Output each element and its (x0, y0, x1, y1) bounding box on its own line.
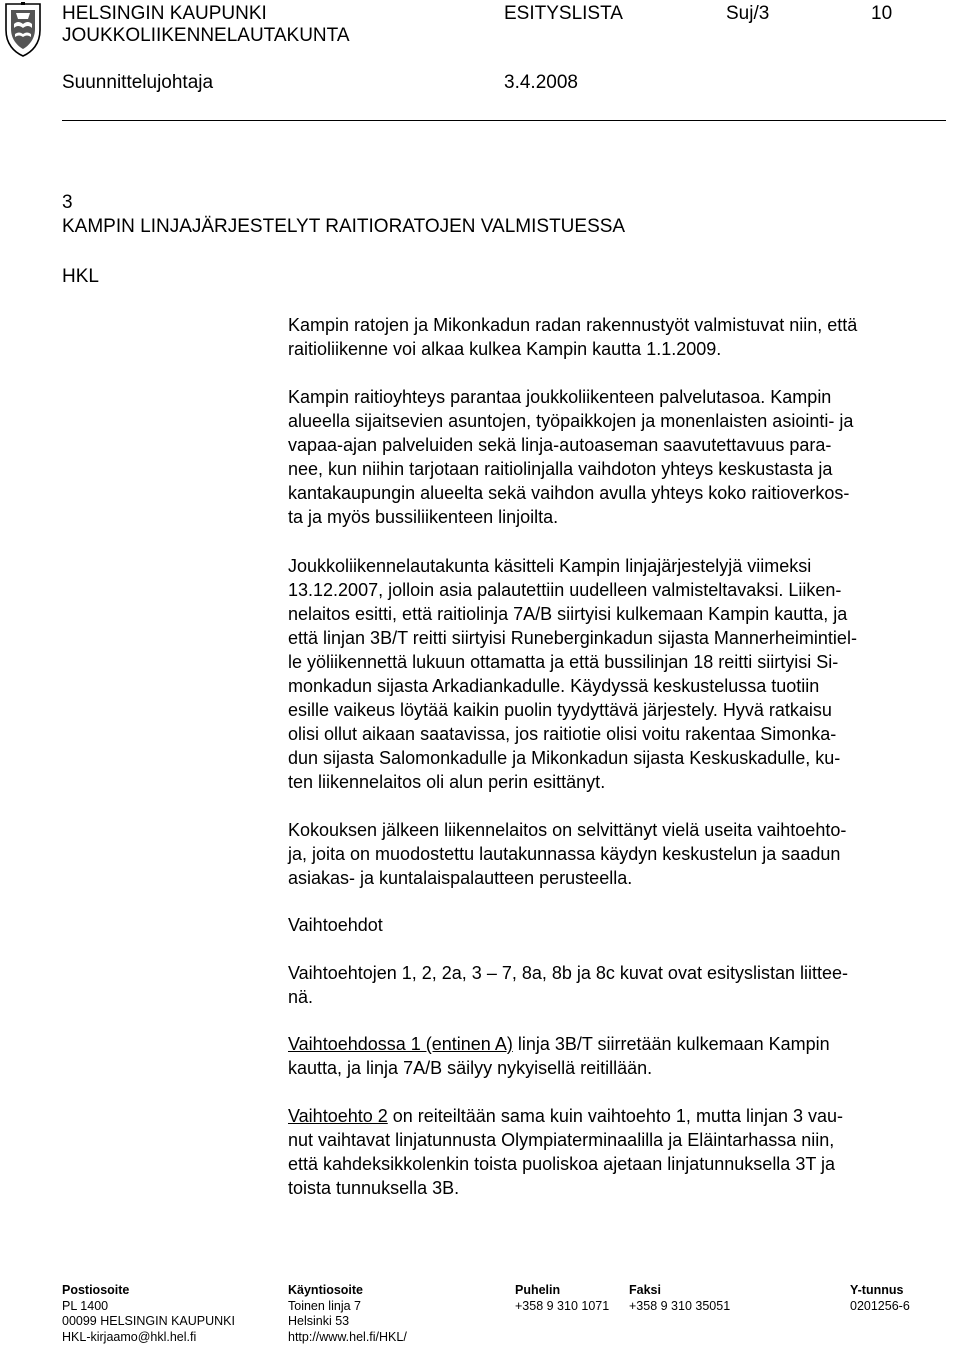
department: HKL (62, 266, 99, 287)
footer-line: 00099 HELSINGIN KAUPUNKI (62, 1314, 235, 1328)
footer-postal-address (62, 1283, 235, 1345)
footer-website: http://www.hel.fi/HKL/ (288, 1329, 407, 1344)
paragraph-line: ta ja myös bussiliikenteen linjoilta. (288, 507, 559, 527)
footer-business-id (850, 1283, 910, 1314)
helsinki-coat-of-arms-logo (0, 0, 46, 58)
paragraph-line: alueella sijaitsevien asuntojen, työpaikkojen ja monenlaisten asiointi- ja (288, 411, 854, 431)
paragraph-line: dun sijasta Salomonkadulle ja Mikonkadun sijasta Keskuskadulle, ku- (288, 748, 841, 768)
paragraph-line: että kahdeksikkolenkin toista puoliskoa ajetaan linjatunnuksella 3T ja (288, 1154, 836, 1174)
paragraph-line: Kampin ratojen ja Mikonkadun radan rakennustyöt valmistuvat niin, että (288, 315, 858, 335)
paragraph-2 (288, 385, 938, 529)
paragraph-line: olisi ollut aikaan saatavissa, jos raitiotie olisi voitu rakentaa Simonka- (288, 724, 837, 744)
paragraph-line: Joukkoliikennelautakunta käsitteli Kampin linjajärjestelyjä viimeksi (288, 556, 812, 576)
paragraph-5 (288, 961, 938, 1009)
document-reference: Suj/3 (726, 3, 770, 24)
paragraph-line: esille vaikeus löytää kaikin puolin tyydyttävä järjestely. Hyvä ratkaisu (288, 700, 832, 720)
committee-name: JOUKKOLIIKENNELAUTAKUNTA (62, 25, 350, 46)
footer-visiting-address (288, 1283, 407, 1345)
paragraph-line: että linjan 3B/T reitti siirtyisi Runeberginkadun sijasta Mannerheimintiel- (288, 628, 857, 648)
paragraph-line: 13.12.2007, jolloin asia palautettiin uudelleen valmisteltavaksi. Liiken- (288, 580, 842, 600)
document-date: 3.4.2008 (504, 72, 578, 93)
paragraph-line: Kokouksen jälkeen liikennelaitos on selvittänyt vielä useita vaihtoehto- (288, 820, 847, 840)
document-type: ESITYSLISTA (504, 3, 623, 24)
paragraph-line: ja, joita on muodostettu lautakunnassa käydyn keskustelun ja saadun (288, 844, 841, 864)
footer-email: HKL-kirjaamo@hkl.hel.fi (62, 1329, 197, 1344)
footer-label: Käyntiosoite (288, 1283, 364, 1297)
paragraph-line: asiakas- ja kuntalaispalautteen perusteella. (288, 868, 633, 888)
footer-line: PL 1400 (62, 1298, 109, 1313)
footer-phone (515, 1283, 609, 1314)
footer-label: Y-tunnus (850, 1283, 904, 1297)
paragraph-3 (288, 554, 938, 794)
footer-line: Toinen linja 7 (288, 1298, 361, 1313)
paragraph-line: Kampin raitioyhteys parantaa joukkoliikenteen palvelutasoa. Kampin (288, 387, 832, 407)
paragraph-line: kantakaupungin alueelta sekä vaihdon avulla yhteys koko raitioverkos- (288, 483, 850, 503)
paragraph-line: on reiteiltään sama kuin vaihtoehto 1, mutta linjan 3 vau- (387, 1106, 844, 1126)
paragraph-line: nä. (288, 987, 314, 1007)
business-id: 0201256-6 (850, 1298, 910, 1313)
option-2-title: Vaihtoehto 2 (288, 1106, 388, 1126)
paragraph-line: kautta, ja linja 7A/B säilyy nykyisellä reitillään. (288, 1058, 653, 1078)
phone-number: +358 9 310 1071 (515, 1298, 610, 1313)
footer-line: Helsinki 53 (288, 1314, 350, 1328)
paragraph-line: nee, kun niihin tarjotaan raitiolinjalla vaihdoton yhteys keskustasta ja (288, 459, 833, 479)
paragraph-line: nut vaihtavat linjatunnusta Olympiaterminaalilla ja Eläintarhassa niin, (288, 1130, 835, 1150)
org-name: HELSINGIN KAUPUNKI (62, 3, 267, 24)
option-1-title: Vaihtoehdossa 1 (entinen A) (288, 1034, 513, 1054)
paragraph-line: monkadun sijasta Arkadiankadulle. Käydyssä keskustelussa tuotiin (288, 676, 820, 696)
item-title: KAMPIN LINJAJÄRJESTELYT RAITIORATOJEN VALMISTUESSA (62, 216, 626, 237)
paragraph-line: Vaihtoehtojen 1, 2, 2a, 3 – 7, 8a, 8b ja 8c kuvat ovat esityslistan liittee- (288, 963, 849, 983)
header-divider (62, 120, 946, 121)
paragraph-line: nelaitos esitti, että raitiolinja 7A/B siirtyisi kulkemaan Kampin kautta, ja (288, 604, 848, 624)
subheading-vaihtoehdot: Vaihtoehdot (288, 915, 383, 935)
paragraph-1 (288, 313, 938, 361)
author-role: Suunnittelujohtaja (62, 72, 214, 93)
footer-label: Puhelin (515, 1283, 561, 1297)
paragraph-line: ten liikennelaitos oli alun perin esittänyt. (288, 772, 606, 792)
footer-label: Postiosoite (62, 1283, 130, 1297)
footer-fax (629, 1283, 730, 1314)
page-number: 10 (871, 3, 893, 24)
paragraph-line: le yöliikennettä lukuun ottamatta ja että bussilinjan 18 reitti siirtyisi Si- (288, 652, 839, 672)
paragraph-7 (288, 1104, 938, 1200)
footer-label: Faksi (629, 1283, 661, 1297)
paragraph-6 (288, 1032, 938, 1080)
paragraph-line: linja 3B/T siirretään kulkemaan Kampin (512, 1034, 830, 1054)
paragraph-4 (288, 818, 938, 890)
fax-number: +358 9 310 35051 (629, 1298, 731, 1313)
item-number: 3 (62, 192, 73, 213)
paragraph-line: vapaa-ajan palveluiden sekä linja-autoaseman saavutettavuus para- (288, 435, 832, 455)
paragraph-line: toista tunnuksella 3B. (288, 1178, 460, 1198)
paragraph-line: raitioliikenne voi alkaa kulkea Kampin kautta 1.1.2009. (288, 339, 722, 359)
